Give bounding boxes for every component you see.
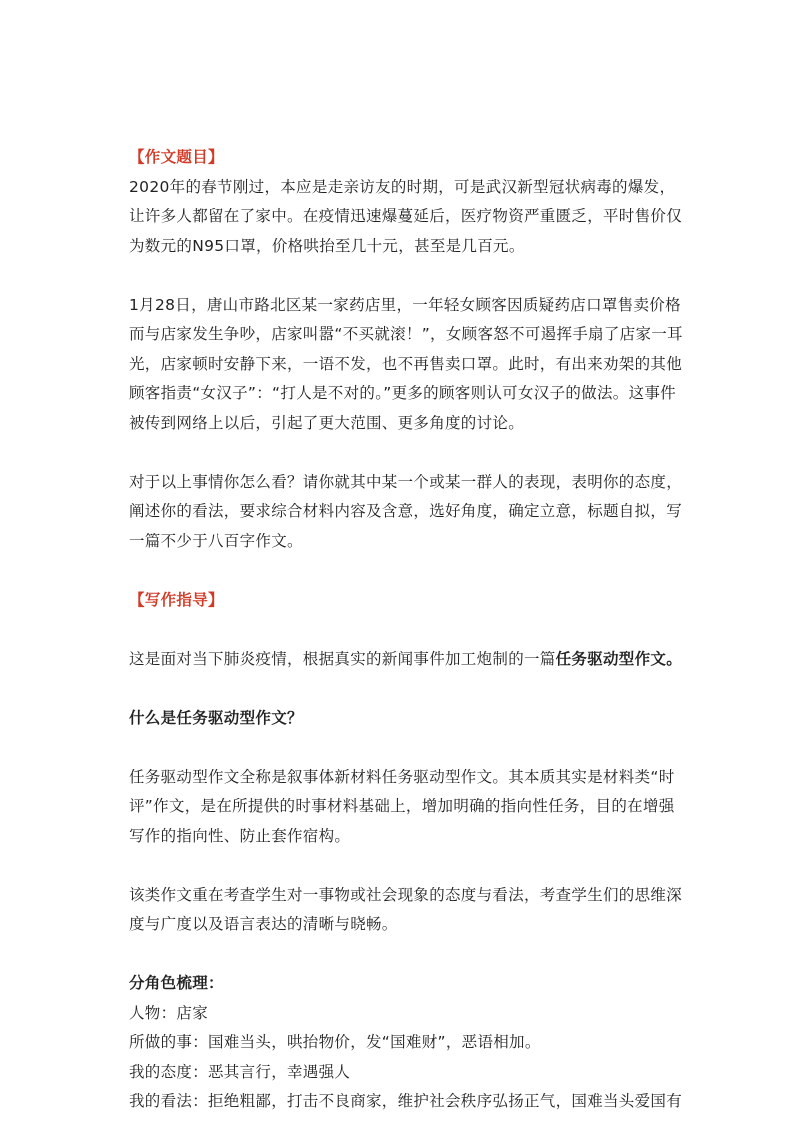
role-line: 所做的事：国难当头，哄抬物价，发“国难财”，恶语相加。 bbox=[129, 1033, 541, 1051]
paragraph-gap bbox=[129, 940, 669, 970]
text-line: 写作的指向性、防止套作宿构。 bbox=[129, 826, 351, 845]
paragraph-gap bbox=[129, 615, 669, 645]
topic-heading: 【作文题目】 bbox=[129, 148, 224, 166]
text-line: 让许多人都留在了家中。在疫情迅速爆蔓延后，医疗物资严重匮乏，平时售价仅 bbox=[129, 207, 683, 225]
text-line: 为数元的N95口罩，价格哄抬至几十元，甚至是几百元。 bbox=[129, 236, 525, 255]
document-body bbox=[129, 143, 683, 1117]
paragraph-gap bbox=[129, 261, 669, 291]
guide-intro bbox=[129, 645, 683, 675]
text-line: 度与广度以及语言表达的清晰与晓畅。 bbox=[129, 915, 398, 933]
text-line: 阐述你的看法，要求综合材料内容及含意，选好角度，确定立意，标题自拟，写 bbox=[129, 502, 683, 520]
topic-paragraph-3 bbox=[129, 468, 683, 557]
topic-paragraph-1 bbox=[129, 173, 683, 262]
paragraph-gap bbox=[129, 674, 669, 704]
text-line: 顾客指责“女汉子”：“打人是不对的。”更多的顾客则认可女汉子的做法。这事件 bbox=[129, 384, 676, 402]
text-line: 被传到网络上以后，引起了更大范围、更多角度的讨论。 bbox=[129, 413, 525, 432]
role-line: 我的态度：恶其言行，幸遇强人 bbox=[129, 1062, 351, 1081]
text-line: 评”作文，是在所提供的时事材料基础上，增加明确的指向性任务，目的在增强 bbox=[129, 797, 675, 815]
guide-intro-bold: 任务驱动型作文。 bbox=[555, 649, 683, 668]
text-line: 1月28日，唐山市路北区某一家药店里，一年轻女顾客因质疑药店口罩售卖价格 bbox=[129, 295, 681, 314]
text-line: 该类作文重在考查学生对一事物或社会现象的态度与看法，考查学生们的思维深 bbox=[129, 885, 683, 904]
role-line: 我的看法：拒绝粗鄙，打击不良商家，维护社会秩序弘扬正气，国难当头爱国有 bbox=[129, 1092, 683, 1110]
role-list bbox=[129, 999, 683, 1117]
role-line: 人物：店家 bbox=[129, 1003, 209, 1022]
guide-question: 什么是任务驱动型作文？ bbox=[129, 708, 303, 727]
guide-definition bbox=[129, 763, 675, 852]
text-line: 2020年的春节刚过，本应是走亲访友的时期，可是武汉新型冠状病毒的爆发， bbox=[129, 177, 676, 196]
paragraph-gap bbox=[129, 438, 669, 468]
paragraph-gap bbox=[129, 851, 669, 881]
text-line: 一篇不少于八百字作文。 bbox=[129, 531, 303, 550]
topic-paragraph-2 bbox=[129, 291, 683, 439]
text-line: 任务驱动型作文全称是叙事体新材料任务驱动型作文。其本质其实是材料类“时 bbox=[129, 767, 675, 786]
paragraph-gap bbox=[129, 556, 669, 586]
guide-heading: 【写作指导】 bbox=[129, 590, 224, 609]
role-title: 分角色梳理： bbox=[129, 974, 224, 992]
paragraph-gap bbox=[129, 733, 669, 763]
guide-exam-focus bbox=[129, 881, 683, 940]
text-line: 光，店家顿时安静下来，一语不发，也不再售卖口罩。此时，有出来劝架的其他 bbox=[129, 354, 683, 373]
guide-intro-text: 这是面对当下肺炎疫情，根据真实的新闻事件加工炮制的一篇 bbox=[129, 649, 556, 668]
text-line: 对于以上事情你怎么看？请你就其中某一个或某一群人的表现，表明你的态度， bbox=[129, 472, 683, 491]
text-line: 而与店家发生争吵，店家叫嚣“不买就滚！”，女顾客怒不可遏挥手扇了店家一耳 bbox=[129, 325, 683, 343]
